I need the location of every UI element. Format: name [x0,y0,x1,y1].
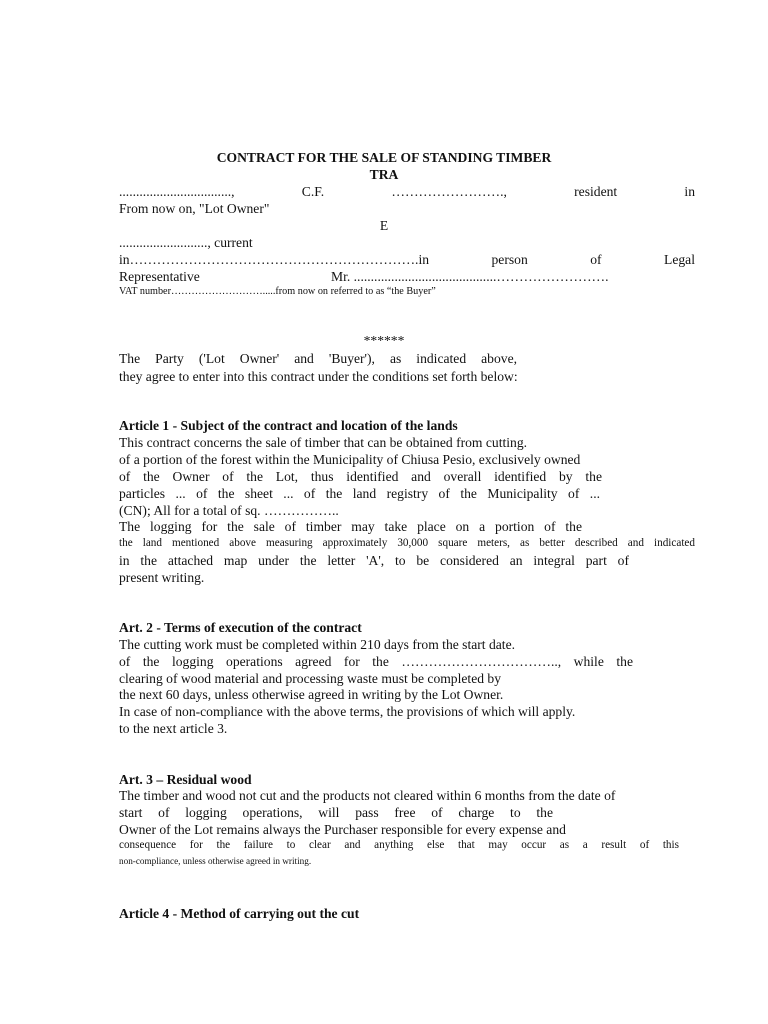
article3-line: Owner of the Lot remains always the Purchaser responsible for every expense and [119,822,566,837]
party1-line1 [119,183,695,200]
article2-line: In case of non-compliance with the above terms, the provisions of which will apply. [119,704,576,719]
article1-line: present writing. [119,570,205,585]
article3-line: The timber and wood not cut and the products not cleared within 6 months from the date of [119,788,616,803]
article2-line: The cutting work must be completed within 210 days from the start date. [119,637,516,652]
article1-line: particles ... of the sheet ... of the land registry of the Municipality of ... [119,486,600,501]
article2-line: clearing of wood material and processing waste must be completed by [119,671,502,686]
party1-cf-label: C.F. [301,184,325,199]
and-label: E [379,218,389,233]
article1-line: This contract concerns the sale of timber that can be obtained from cutting. [119,435,528,450]
party2-of-word: of [590,252,602,267]
party2-in-blank: in……………………………………………………….in [119,252,430,267]
between-label: TRA [369,167,399,182]
separator: ****** [363,333,405,348]
party2-mr-blank: Mr. ..........................................……………………. [331,269,609,284]
article1-line: in the attached map under the letter 'A', to be considered an integral part of [119,553,629,568]
party2-legal-word: Legal [664,252,695,267]
intro-line2: they agree to enter into this contract under the conditions set forth below: [119,369,518,384]
article3-line: non-compliance, unless otherwise agreed in writing. [119,856,312,866]
article1-line: of the Owner of the Lot, thus identified and overall identified by the [119,469,602,484]
document-title: CONTRACT FOR THE SALE OF STANDING TIMBER [216,150,552,165]
article3-line: consequence for the failure to clear and anything else that may occur as a result of this [119,839,679,851]
party2-vat-line: VAT number……………………….....from now on referred to as “the Buyer” [119,286,436,297]
party2-line2 [119,251,695,268]
party1-line2: From now on, "Lot Owner" [119,201,270,216]
article2-line: the next 60 days, unless otherwise agreed in writing by the Lot Owner. [119,687,504,702]
article2-line: of the logging operations agreed for the …………………………….., while the [119,654,633,669]
article1-line: the land mentioned above measuring approximately 30,000 square meters, as better described and indicated [119,537,695,549]
article1-heading: Article 1 - Subject of the contract and location of the lands [119,418,458,433]
article4-heading: Article 4 - Method of carrying out the cut [119,906,360,921]
article2-line: to the next article 3. [119,721,228,736]
party2-line1: .........................., current [119,235,253,250]
party1-in-label: in [684,184,695,199]
party2-person-word: person [491,252,528,267]
article2-heading: Art. 2 - Terms of execution of the contract [119,620,362,635]
article1-line: (CN); All for a total of sq. …………….. [119,503,339,518]
article3-line: start of logging operations, will pass free of charge to the [119,805,553,820]
article1-line: The logging for the sale of timber may take place on a portion of the [119,519,582,534]
party1-name-blank: ................................., [119,184,235,199]
party1-cf-blank: ……………………., [391,184,507,199]
intro-line1: The Party ('Lot Owner' and 'Buyer'), as indicated above, [119,351,517,366]
party1-resident-label: resident [574,184,618,199]
party2-representative-label: Representative [119,269,200,284]
article3-heading: Art. 3 – Residual wood [119,772,252,787]
article1-line: of a portion of the forest within the Municipality of Chiusa Pesio, exclusively owned [119,452,581,467]
